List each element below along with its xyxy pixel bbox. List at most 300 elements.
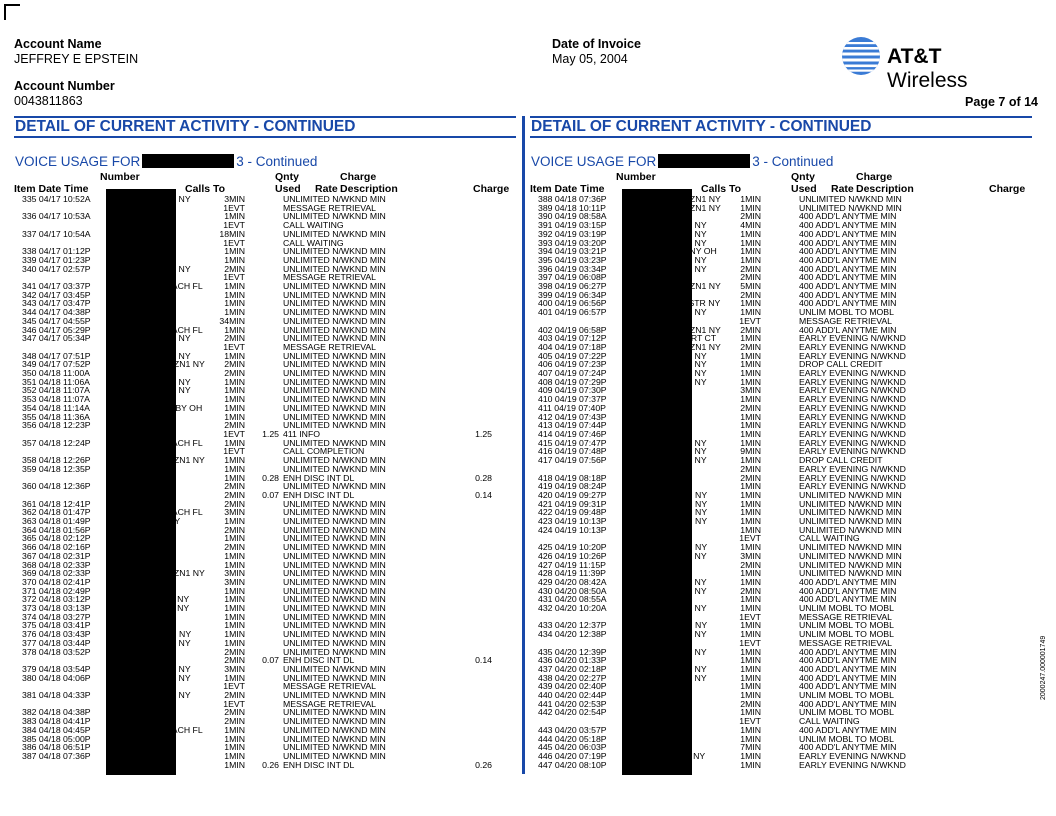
calls-to: NEW YORK NY (645, 446, 707, 457)
charge-description: UNLIM MOBL TO MOBL (799, 603, 894, 614)
charge (916, 665, 1008, 674)
table-row (14, 230, 492, 239)
calls-to: INCOMING (645, 411, 690, 422)
item-date-time: 337 04/17 10:54A (22, 228, 91, 239)
charge-description: UNLIMITED N/WKND MIN (799, 507, 902, 518)
item-date-time: 405 04/19 07:22P (538, 350, 607, 361)
qnty-used: 3MIN (740, 385, 761, 396)
charge-description: UNLIMITED N/WKND MIN (283, 246, 386, 257)
qnty-used: 1MIN (740, 411, 761, 422)
charge-description: 400 ADD'L ANYTME MIN (799, 672, 897, 683)
item-date-time (14, 761, 129, 770)
rate (247, 299, 283, 308)
col-header-number: Number (616, 171, 656, 183)
item-date-time: 396 04/19 03:34P (538, 263, 607, 274)
rate (763, 360, 799, 369)
charge-description: EARLY EVENING N/WKND (799, 481, 906, 492)
rate (247, 543, 283, 552)
charge (400, 334, 492, 343)
usage-table (14, 195, 492, 769)
item-date-time: 426 04/19 10:26P (538, 550, 607, 561)
item-date-time: 419 04/19 08:24P (538, 481, 607, 492)
col-header-calls-to: Calls To (701, 183, 742, 195)
qnty-used: 1MIN (224, 759, 245, 770)
charge (916, 360, 1008, 369)
charge-description: UNLIMITED N/WKND MIN (283, 533, 386, 544)
charge-description: UNLIMITED N/WKND MIN (283, 420, 386, 431)
charge-description: EARLY EVENING N/WKND (799, 368, 906, 379)
account-name-block (14, 37, 138, 67)
rate (247, 630, 283, 639)
charge (400, 308, 492, 317)
calls-to: INCOMING (129, 733, 174, 744)
calls-to: INCOMING (129, 498, 174, 509)
qnty-used: 1MIN (224, 672, 245, 683)
calls-to: INCOMING (645, 559, 690, 570)
charge-description: UNLIMITED N/WKND MIN (283, 516, 386, 527)
qnty-used: 1EVT (223, 428, 245, 439)
charge (916, 526, 1008, 535)
rate (763, 595, 799, 604)
charge (916, 256, 1008, 265)
qnty-used: 3MIN (224, 663, 245, 674)
calls-to: INCOMING (129, 394, 174, 405)
charge (916, 447, 1008, 456)
invoice-date-block (552, 37, 641, 67)
charge-description: UNLIMITED N/WKND MIN (799, 498, 902, 509)
rate (763, 256, 799, 265)
qnty-used: 1MIN (224, 611, 245, 622)
rate (763, 552, 799, 561)
qnty-used: 1MIN (224, 254, 245, 265)
calls-to: NEW YORK NY (129, 663, 191, 674)
qnty-used: 1MIN (224, 724, 245, 735)
charge-description: EARLY EVENING N/WKND (799, 446, 906, 457)
charge-description: 400 ADD'L ANYTME MIN (799, 646, 897, 657)
charge (400, 526, 492, 535)
rate (763, 708, 799, 717)
charge-description: UNLIMITED N/WKND MIN (799, 542, 902, 553)
charge (400, 204, 492, 213)
item-date-time: 439 04/20 02:40P (538, 681, 607, 692)
charge (916, 247, 1008, 256)
charge-description: 400 ADD'L ANYTME MIN (799, 655, 897, 666)
charge (400, 343, 492, 352)
col-header-description: Description (856, 183, 914, 195)
calls-to: NEW YORK NY (129, 690, 191, 701)
qnty-used: 1MIN (740, 516, 761, 527)
calls-to: NEW YORK NY (645, 376, 707, 387)
charge-description: EARLY EVENING N/WKND (799, 385, 906, 396)
charge (400, 726, 492, 735)
table-row (14, 465, 492, 474)
charge-description: UNLIM MOBL TO MOBL (799, 629, 894, 640)
qnty-used: 2MIN (224, 498, 245, 509)
charge: 0.26 (475, 759, 492, 770)
qnty-used: 2MIN (224, 542, 245, 553)
calls-to: INCOMING (129, 576, 174, 587)
charge (400, 595, 492, 604)
qnty-used: 2MIN (740, 324, 761, 335)
item-date-time: 444 04/20 05:18P (538, 733, 607, 744)
charge-description: EARLY EVENING N/WKND (799, 341, 906, 352)
table-row (14, 212, 492, 221)
calls-to: INCOMING (645, 394, 690, 405)
calls-to: INCOMING (129, 620, 174, 631)
item-date-time: 390 04/19 08:58A (538, 211, 607, 222)
rate (763, 212, 799, 221)
item-date-time: 376 04/18 03:43P (22, 629, 91, 640)
charge (400, 587, 492, 596)
rate: 0.26 (262, 759, 279, 770)
rate (247, 256, 283, 265)
rate (763, 613, 799, 622)
charge (916, 500, 1008, 509)
charge (916, 761, 1008, 770)
calls-to: NEW YORK NY (129, 263, 191, 274)
rate (763, 465, 799, 474)
charge (400, 265, 492, 274)
item-date-time: 440 04/20 02:44P (538, 690, 607, 701)
charge-description: UNLIM MOBL TO MOBL (799, 690, 894, 701)
qnty-used: 1EVT (739, 637, 761, 648)
item-date-time: 404 04/19 07:18P (538, 341, 607, 352)
calls-to: NEW YORK NY (645, 254, 707, 265)
rate (763, 413, 799, 422)
rate (247, 204, 283, 213)
calls-to: NEW YORK NY (645, 220, 707, 231)
rate (247, 595, 283, 604)
item-date-time: 433 04/20 12:37P (538, 620, 607, 631)
calls-to (129, 421, 217, 430)
item-date-time: 351 04/18 11:06A (22, 376, 90, 387)
item-date-time: 441 04/20 02:53P (538, 698, 607, 709)
charge (400, 247, 492, 256)
table-row (14, 265, 492, 274)
calls-to: NEW YORK NY (645, 672, 707, 683)
charge-description: UNLIMITED N/WKND MIN (283, 733, 386, 744)
item-date-time: 378 04/18 03:52P (22, 646, 91, 657)
charge-description: EARLY EVENING N/WKND (799, 472, 906, 483)
qnty-used: 1MIN (740, 376, 761, 387)
qnty-used: 1MIN (740, 672, 761, 683)
item-date-time: 339 04/17 01:23P (22, 254, 91, 265)
charge-description: 400 ADD'L ANYTME MIN (799, 724, 897, 735)
charge (916, 682, 1008, 691)
charge (400, 569, 492, 578)
item-date-time: 401 04/19 06:57P (538, 307, 607, 318)
qnty-used: 4MIN (740, 220, 761, 231)
charge (400, 239, 492, 248)
item-date-time: 428 04/19 11:39P (538, 568, 606, 579)
charge-description: MESSAGE RETRIEVAL (799, 315, 893, 326)
calls-to: NEW YORK NY (645, 350, 707, 361)
col-header-charge-desc: Charge (340, 171, 377, 183)
rate (247, 386, 283, 395)
qnty-used: 1MIN (224, 437, 245, 448)
charge (400, 682, 492, 691)
charge-description: 400 ADD'L ANYTME MIN (799, 298, 897, 309)
qnty-used: 1MIN (740, 646, 761, 657)
charge (400, 508, 492, 517)
qnty-used: 2MIN (224, 420, 245, 431)
item-date-time: 382 04/18 04:38P (22, 707, 91, 718)
charge (916, 482, 1008, 491)
item-date-time: 380 04/18 04:06P (22, 672, 91, 683)
rate (247, 230, 283, 239)
charge-description: UNLIM MOBL TO MOBL (799, 733, 894, 744)
charge-description: 400 ADD'L ANYTME MIN (799, 585, 897, 596)
charge (400, 273, 492, 282)
item-date-time: 353 04/18 11:07A (22, 394, 90, 405)
rate (247, 508, 283, 517)
qnty-used: 1MIN (740, 663, 761, 674)
charge-description: UNLIMITED N/WKND MIN (283, 576, 386, 587)
rate (247, 221, 283, 230)
rate (763, 534, 799, 543)
calls-to: QUEENS NY (129, 516, 181, 527)
charge (916, 700, 1008, 709)
calls-to: NY ZONE 1 NY (129, 603, 190, 614)
item-date-time: 432 04/20 10:20A (538, 603, 607, 614)
charge (916, 491, 1008, 500)
qnty-used: 1MIN (224, 394, 245, 405)
charge (400, 404, 492, 413)
charge (916, 195, 1008, 204)
calls-to: WPALMBEACH FL (129, 324, 203, 335)
calls-to: WPALMBEACH FL (129, 724, 203, 735)
calls-to: NEW YORK NY (645, 576, 707, 587)
calls-to: NEW YORK NY (129, 376, 191, 387)
item-date-time: 383 04/18 04:41P (22, 716, 91, 727)
rate (763, 369, 799, 378)
qnty-used: 1MIN (740, 350, 761, 361)
table-row (14, 648, 492, 657)
qnty-used: 3MIN (224, 194, 245, 204)
col-header-qnty: Qnty (791, 171, 815, 183)
charge-description: UNLIMITED N/WKND MIN (283, 672, 386, 683)
rate (763, 482, 799, 491)
item-date-time: 388 04/18 07:36P (538, 194, 607, 204)
rate (763, 282, 799, 291)
charge-description: EARLY EVENING N/WKND (799, 437, 906, 448)
item-date-time: 398 04/19 06:27P (538, 281, 607, 292)
charge (916, 674, 1008, 683)
rate (247, 561, 283, 570)
item-date-time: 446 04/20 07:19P (538, 751, 607, 761)
calls-to (129, 761, 217, 770)
rate (247, 212, 283, 221)
qnty-used: 1MIN (224, 298, 245, 309)
charge-description: MESSAGE RETRIEVAL (283, 341, 377, 352)
charge (400, 360, 492, 369)
qnty-used: 1EVT (739, 315, 761, 326)
charge (916, 413, 1008, 422)
qnty-used: 2MIN (740, 559, 761, 570)
qnty-used: 2MIN (224, 333, 245, 344)
rate (763, 665, 799, 674)
charge (916, 621, 1008, 630)
charge-description: UNLIMITED N/WKND MIN (283, 620, 386, 631)
item-date-time: 360 04/18 12:36P (22, 481, 91, 492)
rate (247, 317, 283, 326)
qnty-used: 1EVT (739, 611, 761, 622)
calls-to: INCOMING (129, 228, 174, 239)
calls-to: NEW YORK NY (645, 307, 707, 318)
rate (763, 639, 799, 648)
rate (763, 700, 799, 709)
charge-description: UNLIMITED N/WKND MIN (283, 629, 386, 640)
rate (763, 735, 799, 744)
rate (247, 326, 283, 335)
calls-to: BROOKLYN NY (645, 489, 708, 500)
table-row (530, 456, 1008, 465)
charge (916, 474, 1008, 483)
charge (916, 212, 1008, 221)
charge (916, 369, 1008, 378)
qnty-used: 1MIN (224, 559, 245, 570)
item-date-time: 412 04/19 07:43P (538, 411, 607, 422)
calls-to: NEW YORK NY (645, 263, 707, 274)
col-header-number: Number (100, 171, 140, 183)
charge (400, 517, 492, 526)
item-date-time: 343 04/17 03:47P (22, 298, 91, 309)
rate (763, 221, 799, 230)
charge (400, 317, 492, 326)
calls-to: INCOMING (645, 289, 690, 300)
charge-description: UNLIMITED N/WKND MIN (283, 376, 386, 387)
charge-description: UNLIMITED N/WKND MIN (283, 281, 386, 292)
item-date-time: 356 04/18 12:23P (22, 420, 91, 431)
calls-to: BROOKLYN NY (645, 498, 708, 509)
globe-icon (841, 36, 881, 76)
charge-description: 400 ADD'L ANYTME MIN (799, 324, 897, 335)
calls-to: INCOMING (129, 742, 174, 753)
calls-to: NEW YORK NY (645, 359, 707, 370)
charge (916, 656, 1008, 665)
charge-description: 400 ADD'L ANYTME MIN (799, 246, 897, 257)
rate (247, 413, 283, 422)
charge (916, 534, 1008, 543)
charge (400, 665, 492, 674)
charge-description: UNLIMITED N/WKND MIN (283, 385, 386, 396)
qnty-used: 2MIN (740, 402, 761, 413)
charge (916, 299, 1008, 308)
item-date-time: 354 04/18 11:14A (22, 402, 90, 413)
qnty-used: 1MIN (224, 550, 245, 561)
qnty-used: 1MIN (224, 350, 245, 361)
charge-description: UNLIMITED N/WKND MIN (799, 194, 902, 204)
item-date-time: 355 04/18 11:36A (22, 411, 90, 422)
charge-description: EARLY EVENING N/WKND (799, 411, 906, 422)
item-date-time: 338 04/17 01:12P (22, 246, 91, 257)
calls-to: INCOMING (129, 289, 174, 300)
charge (916, 204, 1008, 213)
qnty-used: 1MIN (740, 568, 761, 579)
charge (400, 447, 492, 456)
charge-description: UNLIMITED N/WKND MIN (283, 690, 386, 701)
charge-description: UNLIMITED N/WKND MIN (283, 751, 386, 761)
item-date-time: 381 04/18 04:33P (22, 690, 91, 701)
item-date-time: 369 04/18 02:33P (22, 568, 91, 579)
calls-to: INCOMING (645, 681, 690, 692)
qnty-used: 1MIN (740, 707, 761, 718)
charge-description: CALL WAITING (283, 220, 344, 231)
calls-to: INCOMING (129, 559, 174, 570)
charge (400, 291, 492, 300)
charge-description: UNLIMITED N/WKND MIN (799, 524, 902, 535)
qnty-used: 2MIN (740, 263, 761, 274)
rate (763, 265, 799, 274)
rate (763, 526, 799, 535)
charge: 1.25 (475, 428, 492, 439)
rate (763, 352, 799, 361)
charge (916, 334, 1008, 343)
charge (916, 308, 1008, 317)
charge-description: EARLY EVENING N/WKND (799, 420, 906, 431)
qnty-used: 1MIN (740, 298, 761, 309)
charge (400, 326, 492, 335)
item-date-time: 368 04/18 02:33P (22, 559, 91, 570)
charge (916, 552, 1008, 561)
calls-to: NEW YORK NY (129, 350, 191, 361)
calls-to: INCOMING (645, 690, 690, 701)
rate (763, 239, 799, 248)
section-title: DETAIL OF CURRENT ACTIVITY - CONTINUED (531, 118, 872, 135)
calls-to: NEW YORK NY (645, 663, 707, 674)
rate (763, 561, 799, 570)
qnty-used: 1MIN (740, 751, 761, 761)
charge-description: EARLY EVENING N/WKND (799, 402, 906, 413)
item-date-time: 340 04/17 02:57P (22, 263, 91, 274)
charge-description: MESSAGE RETRIEVAL (283, 698, 377, 709)
qnty-used: 2MIN (224, 716, 245, 727)
item-date-time: 420 04/19 09:27P (538, 489, 607, 500)
qnty-used: 1MIN (224, 585, 245, 596)
charge (400, 195, 492, 204)
calls-to: INCOMING (645, 655, 690, 666)
table-row (14, 761, 492, 770)
charge-description: MESSAGE RETRIEVAL (283, 681, 377, 692)
item-date-time: 410 04/19 07:37P (538, 394, 607, 405)
qnty-used: 1MIN (224, 594, 245, 605)
rate (247, 500, 283, 509)
item-date-time: 429 04/20 08:42A (538, 576, 607, 587)
rate (763, 447, 799, 456)
charge-description: EARLY EVENING N/WKND (799, 751, 906, 761)
table-row (14, 482, 492, 491)
item-date-time: 361 04/18 12:41P (22, 498, 91, 509)
qnty-used: 2MIN (224, 646, 245, 657)
rate (763, 404, 799, 413)
charge (916, 543, 1008, 552)
charge (400, 413, 492, 422)
rate (763, 517, 799, 526)
item-date-time: 408 04/19 07:29P (538, 376, 607, 387)
qnty-used: 1MIN (740, 690, 761, 701)
rate (763, 386, 799, 395)
section-title: DETAIL OF CURRENT ACTIVITY - CONTINUED (15, 118, 356, 135)
rate (763, 474, 799, 483)
charge-description: ENH DISC INT DL (283, 759, 355, 770)
qnty-used: 1EVT (223, 220, 245, 231)
calls-to: BROOKLYN NY (645, 507, 708, 518)
charge-description: UNLIMITED N/WKND MIN (799, 568, 902, 579)
col-header-rate: Rate (315, 183, 338, 195)
document-id: 2000247.000001749 (1040, 635, 1047, 700)
rate (763, 378, 799, 387)
charge (916, 648, 1008, 657)
